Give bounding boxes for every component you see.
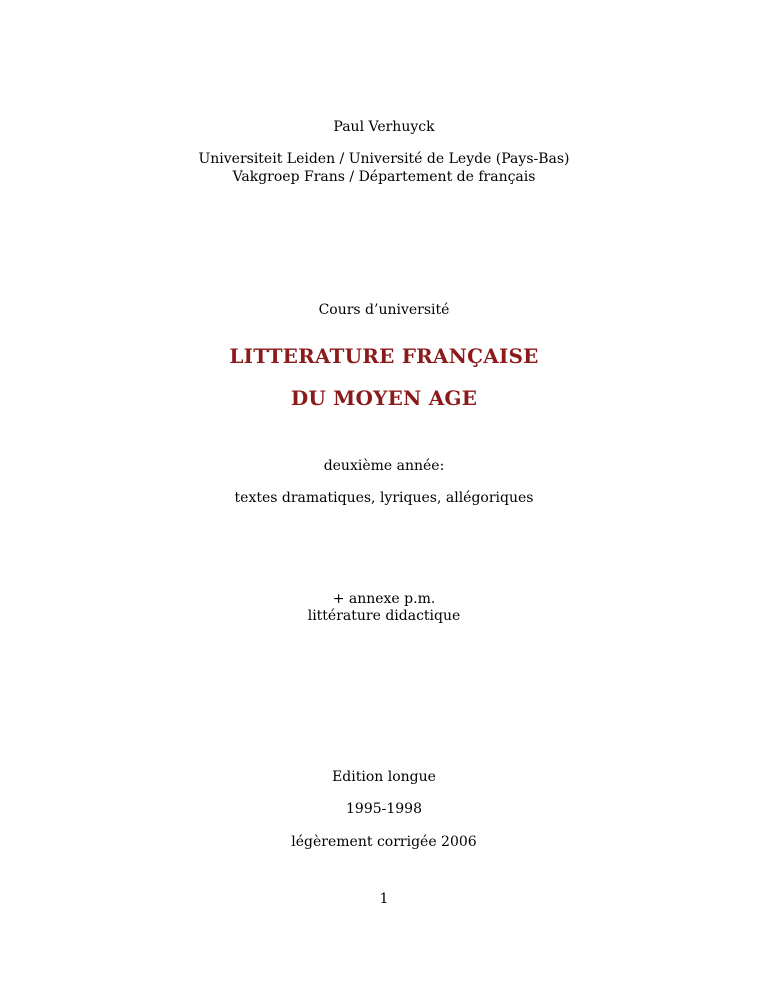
edition-name: Edition longue [332,769,436,785]
edition-years: 1995-1998 [346,801,422,817]
edition-revision: légèrement corrigée 2006 [291,834,477,850]
course-label: Cours d’université [318,302,450,318]
annex-line1: + annexe p.m. [332,591,436,607]
page-number: 1 [379,891,389,907]
annex-line2: littérature didactique [307,608,461,624]
affiliation-university: Universiteit Leiden / Université de Leyde (Pays-Bas) [198,151,570,167]
course-year: deuxième année: [323,458,445,474]
course-contents: textes dramatiques, lyriques, allégoriques [234,490,534,506]
affiliation-department: Vakgroep Frans / Département de français [232,169,536,185]
author-name: Paul Verhuyck [333,119,435,135]
course-title-line1: LITTERATURE FRANÇAISE [229,344,539,368]
course-title-line2: DU MOYEN AGE [290,386,478,410]
